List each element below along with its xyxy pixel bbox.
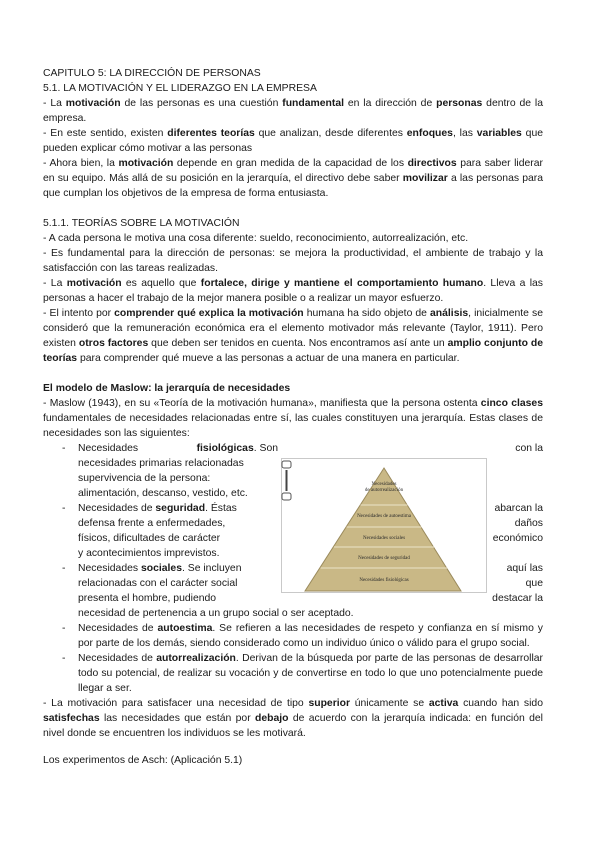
needs-item-social: - Necesidades sociales. Se incluyen aquí las relacionadas con el carácter social que presenta el hombre, pudiendo destacar la necesidad de pertenencia a un grupo social o ser aceptado.: [43, 561, 543, 621]
intro-paragraph: - En este sentido, existen diferentes teorías que analizan, desde diferentes enfoques, las variables que pueden explicar cómo motivar a las personas: [43, 128, 544, 154]
subsection-title: 5.1.1. TEORÍAS SOBRE LA MOTIVACIÓN: [43, 218, 240, 229]
chapter-title: CAPITULO 5: LA DIRECCIÓN DE PERSONAS: [43, 68, 261, 79]
pyramid-level-1-label: Necesidades de autorrealización: [364, 482, 404, 493]
maslow-heading: El modelo de Maslow: la jerarquía de necesidades: [43, 383, 291, 394]
maslow-pyramid-figure: [281, 458, 487, 593]
asch-line: Los experimentos de Asch: (Aplicación 5.1): [43, 755, 243, 766]
theory-paragraph: - El intento por comprender qué explica la motivación humana ha sido objeto de análisis, inicialmente se consideró que la remuneración económica era el elemento motivador más relevante (Taylor, 1911). Pero existen otros factores que deben ser tenidos en cuenta. Nos encontramos así ante un amplio conjunto de teorías para comprender qué mueve a las personas a actuar de una manera en particular.: [43, 308, 543, 364]
handle-top-icon: [282, 461, 291, 468]
handle-bottom-icon: [282, 493, 291, 500]
theory-paragraph: - A cada persona le motiva una cosa diferente: sueldo, reconocimiento, autorrealización, etc.: [43, 233, 469, 244]
theory-paragraph: - Es fundamental para la dirección de personas: se mejora la productividad, el ambiente de trabajo y la satisfacción con las tareas realizadas.: [43, 248, 543, 274]
needs-item-self-actualization: - Necesidades de autorrealización. Derivan de la búsqueda por parte de las personas de desarrollar todo su potencial, de realizar su vocación y de convertirse en todo lo que uno potencialmente puede llegar a ser.: [43, 651, 543, 696]
pyramid-level-2-label: Necesidades de autoestima: [357, 514, 411, 519]
pyramid-level-3-label: Necesidades sociales: [362, 536, 406, 541]
intro-paragraph: - Ahora bien, la motivación depende en gran medida de la capacidad de los directivos para saber liderar en su equipo. Más allá de su posición en la jerarquía, el directivo debe saber movilizar a las personas para que cumplan los objetivos de la empresa de forma entusiasta.: [43, 158, 543, 199]
section-title: 5.1. LA MOTIVACIÓN Y EL LIDERAZGO EN LA EMPRESA: [43, 83, 317, 94]
maslow-pyramid: [281, 458, 487, 593]
needs-item-security: - Necesidades de seguridad. Éstas abarcan la defensa frente a enfermedades, daños físicos, dificultades de carácter económico y acontecimientos imprevistos.: [43, 501, 543, 561]
theory-paragraph: - La motivación es aquello que fortalece, dirige y mantiene el comportamiento humano. Lleva a las personas a hacer el trabajo de la mejor manera posible o a realizar un mayor esfuerzo.: [43, 278, 544, 304]
maslow-intro: - Maslow (1943), en su «Teoría de la motivación humana», manifiesta que la persona ostenta cinco clases fundamentales de necesidades relacionadas entre sí, las cuales constituyen una jerarquía. Estas clases de necesidades son las siguientes:: [43, 398, 543, 439]
pyramid-level-4-label: Necesidades de seguridad: [358, 556, 410, 561]
closing-paragraph: - La motivación para satisfacer una necesidad de tipo superior únicamente se activa cuando han sido satisfechas las necesidades que están por debajo de acuerdo con la jerarquía indicada: en función del nivel donde se encuentren los individuos se les motivará.: [43, 698, 543, 739]
needs-item-physiological: - Necesidades fisiológicas. Son con la necesidades primarias relacionadas supervivencia de la persona: alimentación, descanso, vestido, etc.: [43, 441, 543, 501]
pyramid-level-5-label: Necesidades fisiológicas: [359, 578, 409, 583]
document-page: [43, 66, 543, 768]
needs-item-esteem: - Necesidades de autoestima. Se refieren a las necesidades de respeto y confianza en sí mismo y por parte de los demás, siendo considerado como un individuo único o válido para el grupo social.: [43, 621, 543, 651]
intro-paragraph: - La motivación de las personas es una cuestión fundamental en la dirección de personas dentro de la empresa.: [43, 98, 543, 124]
